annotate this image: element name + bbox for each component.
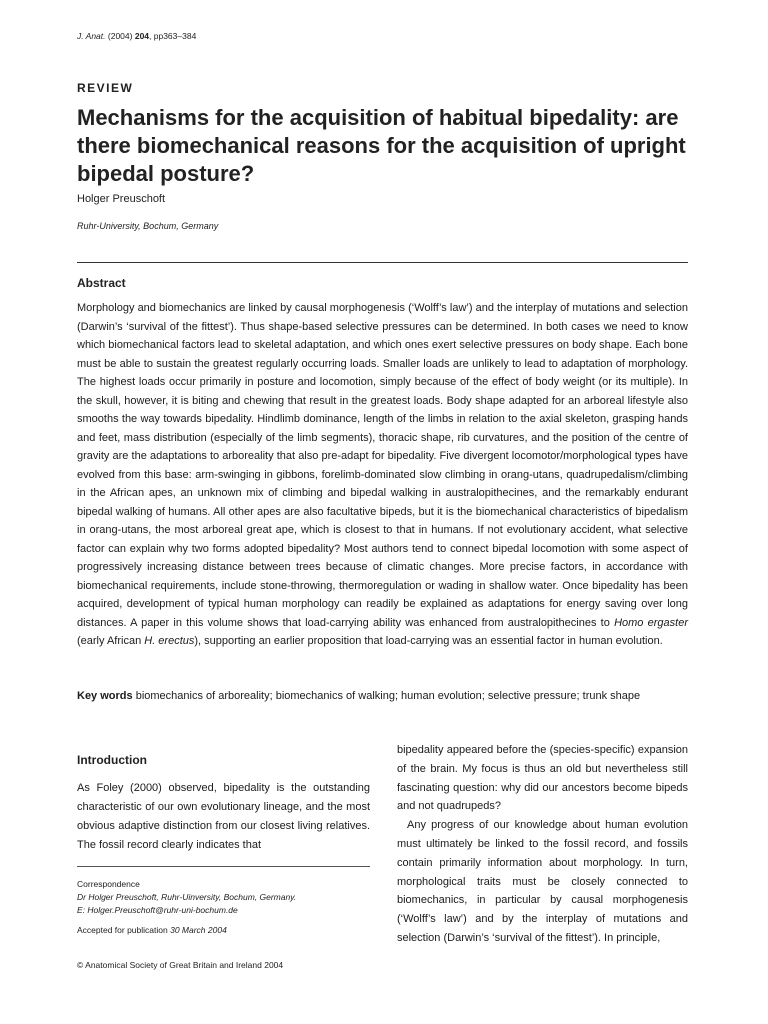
journal-citation: [77, 31, 196, 41]
journal-year: (2004): [107, 31, 133, 41]
intro-right-paragraph-1: bipedality appeared before the (species-specific) expansion of the brain. My focus is thus an old but nevertheless still fascinating question: why did our ancestors become bipeds and not quadrupeds?: [397, 744, 688, 813]
footnote-divider: [77, 866, 370, 867]
accepted-date-line: [77, 925, 227, 935]
keywords-list: biomechanics of arboreality; biomechanics of walking; human evolution; selective pressure; trunk shape: [132, 690, 641, 702]
abstract-text: [77, 299, 688, 651]
intro-right-paragraph-2: Any progress of our knowledge about human evolution must ultimately be linked to the fossil record, and fossils contain primarily information about morphology. In turn, morphological traits must be closely connected to biomechanics, in particular by causal morphogenesis (‘Wolff’s law’) and by the interplay of mutations and selection (Darwin’s ‘survival of the fittest’). In principle,: [397, 819, 688, 944]
keywords: [77, 687, 688, 705]
keywords-label: Key words: [77, 690, 133, 702]
intro-right-column: [397, 741, 688, 948]
abstract-text-part2: (early African: [77, 635, 145, 647]
correspondent-email[interactable]: E: Holger.Preuschoft@ruhr-uni-bochum.de: [77, 905, 238, 915]
abstract-divider: [77, 262, 688, 263]
correspondence-block: [77, 878, 296, 917]
intro-left-column-text: As Foley (2000) observed, bipedality is the outstanding characteristic of our own evolutionary lineage, and the most obvious adaptive distinction from our closest living relatives. The fossil record clearly indicates that: [77, 782, 370, 851]
abstract-italic-h-erectus: H. erectus: [144, 635, 195, 647]
journal-name: J. Anat.: [77, 31, 106, 41]
introduction-heading: Introduction: [77, 753, 147, 767]
abstract-text-part1: Morphology and biomechanics are linked by causal morphogenesis (‘Wolff’s law’) and the interplay of mutations and selection (Darwin’s ‘survival of the fittest’). Thus shape-based selective pressures can be determined. In both cases we need to know which biomechanical factors lead to skeletal adaptation, and which ones exert selective pressures on body shape. Each bone must be able to sustain the greatest regularly occurring loads. Smaller loads are unlikely to lead to adaptation of morphology. The highest loads occur primarily in posture and locomotion, simply because of the effect of body weight (or its multiple). In the skull, however, it is biting and chewing that result in the greatest loads. Body shape adapted for an arboreal lifestyle also smooths the way towards bipedality. Hindlimb dominance, length of the limbs in relation to the axial skeleton, grasping hands and feet, mass distribution (especially of the limb segments), thoracic shape, rib curvatures, and the position of the centre of gravity are the adaptations to arboreality that also pre-adapt for bipedality. Five divergent locomotor/morphological types have evolved from this base: arm-swinging in gibbons, forelimb-dominated slow climbing in orang-utans, quadrupedalism/climbing in the African apes, an unknown mix of climbing and bipedal walking in australopithecines, and the remarkably endurant bipedal walking of humans. All other apes are also facultative bipeds, but it is the biomechanical characteristics of bipedalism in orang-utans, the most arboreal great ape, which is closest to that in humans. If not evolutionary accident, what selective factor can explain why two forms adopted bipedality? Most authors tend to connect bipedal locomotion with some aspect of progressively increasing distance between trees because of climatic changes. More precise factors, in accordance with biomechanical requirements, include stone-throwing, thermoregulation or wading in shallow water. Once bipedality has been acquired, development of typical human morphology can readily be explained as adaptations for energy saving over long distances. A paper in this volume shows that load-carrying ability was enhanced from australopithecines to: [77, 302, 688, 629]
accepted-date: 30 March 2004: [170, 925, 227, 935]
author-affiliation: Ruhr-University, Bochum, Germany: [77, 221, 219, 231]
correspondent-address: Dr Holger Preuschoft, Ruhr-Uinversity, Bochum, Germany.: [77, 892, 297, 902]
author-name: Holger Preuschoft: [77, 193, 166, 205]
journal-volume: 204: [134, 31, 150, 41]
copyright-notice: © Anatomical Society of Great Britain and Ireland 2004: [77, 960, 284, 970]
accepted-label: Accepted for publication: [77, 925, 171, 935]
abstract-italic-homo-ergaster: Homo ergaster: [614, 616, 688, 629]
abstract-text-part3: ), supporting an earlier proposition that load-carrying was an essential factor in human evolution.: [194, 635, 663, 647]
correspondence-label: Correspondence: [77, 879, 140, 889]
journal-pages: , pp363–384: [149, 31, 197, 41]
article-type-label: REVIEW: [77, 81, 134, 95]
article-title: Mechanisms for the acquisition of habitual bipedality: are there biomechanical reasons for the acquisition of upright bipedal posture?: [77, 105, 686, 186]
abstract-heading: Abstract: [77, 276, 126, 290]
